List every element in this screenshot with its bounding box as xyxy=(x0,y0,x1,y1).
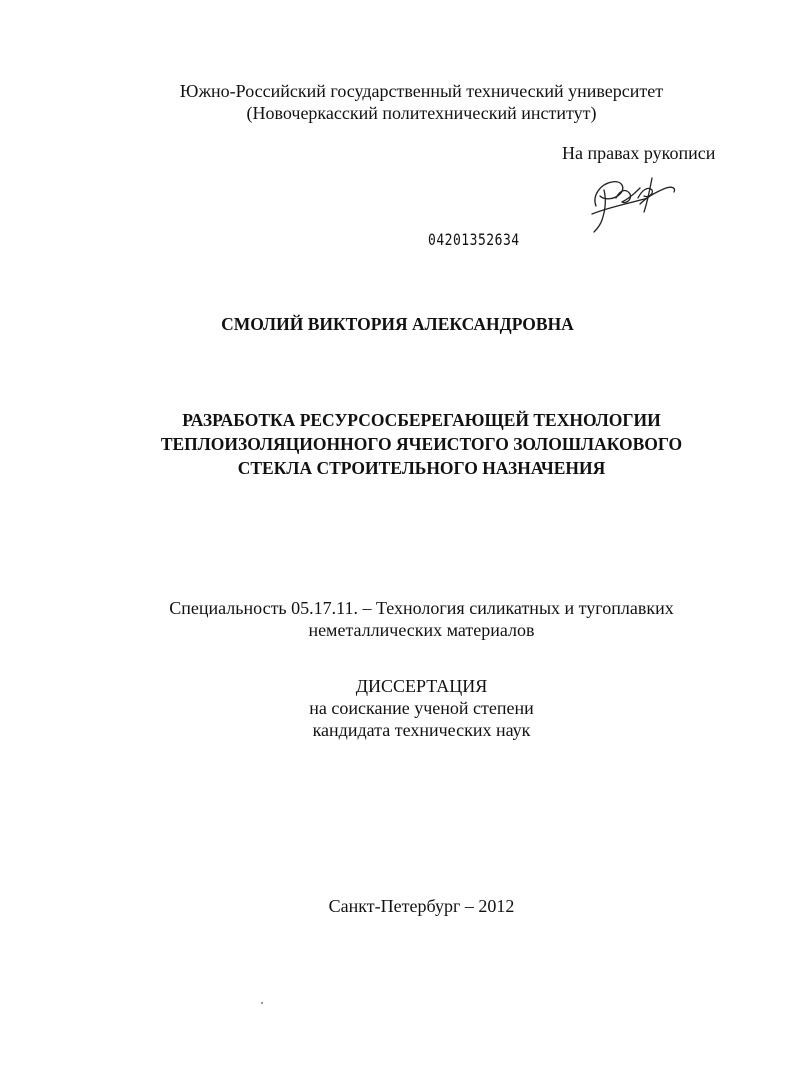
document-type-heading: ДИССЕРТАЦИЯ xyxy=(355,676,488,696)
degree-line: на соискание ученой степени xyxy=(309,698,534,718)
degree-line: кандидата технических наук xyxy=(312,720,531,740)
institution-name: Южно-Российский государственный технический университет xyxy=(179,81,664,101)
inventory-number: 04201352634 xyxy=(428,231,520,250)
institution-subtitle: (Новочеркасский политехнический институт) xyxy=(246,103,597,123)
specialty-line: неметаллических материалов xyxy=(308,620,535,640)
signature-icon xyxy=(586,168,682,234)
dissertation-title-line: ТЕПЛОИЗОЛЯЦИОННОГО ЯЧЕИСТОГО ЗОЛОШЛАКОВОГО xyxy=(160,434,683,454)
manuscript-rights-note: На правах рукописи xyxy=(562,143,716,163)
dissertation-title-line: РАЗРАБОТКА РЕСУРСОСБЕРЕГАЮЩЕЙ ТЕХНОЛОГИИ xyxy=(182,410,661,430)
scan-speck xyxy=(261,1002,263,1004)
author-name: СМОЛИЙ ВИКТОРИЯ АЛЕКСАНДРОВНА xyxy=(221,314,574,334)
city-year: Санкт-Петербург – 2012 xyxy=(328,896,515,916)
dissertation-title-line: СТЕКЛА СТРОИТЕЛЬНОГО НАЗНАЧЕНИЯ xyxy=(237,458,606,478)
specialty-line: Специальность 05.17.11. – Технология силикатных и тугоплавких xyxy=(169,598,674,618)
